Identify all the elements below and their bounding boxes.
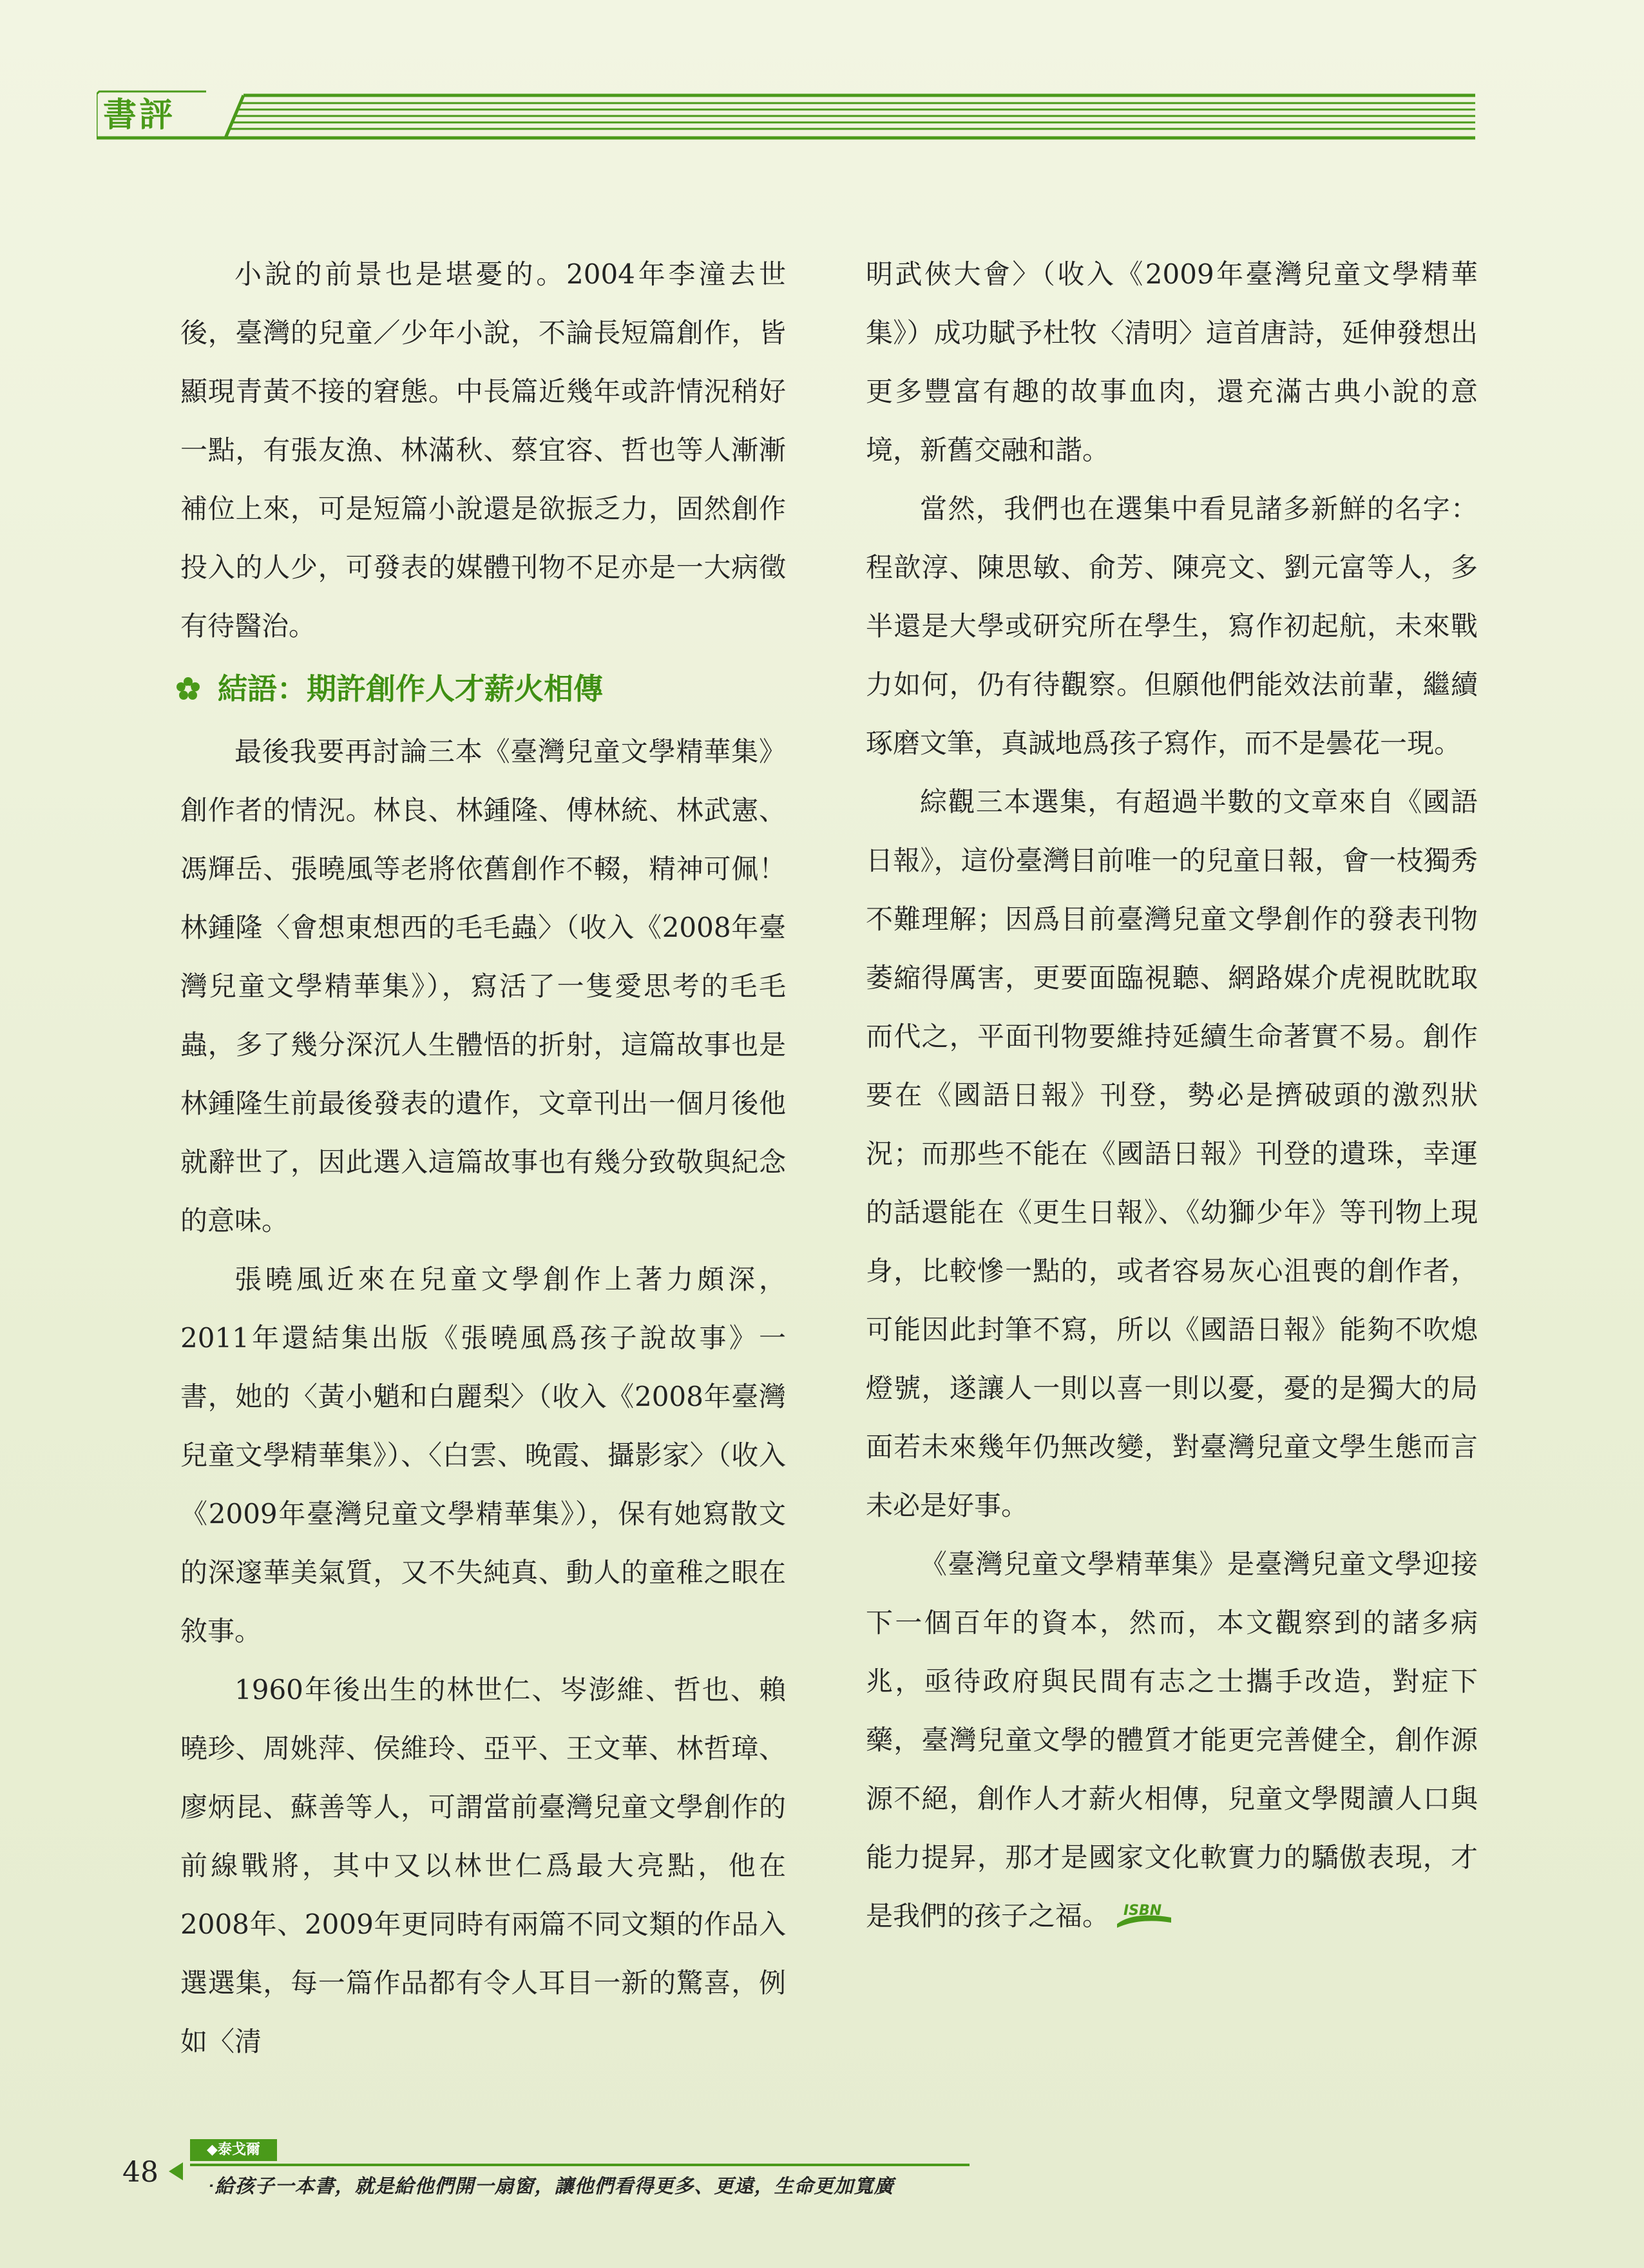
page-arrow-icon — [169, 2162, 183, 2180]
left-column — [180, 245, 786, 2071]
flower-icon — [175, 676, 201, 702]
isbn-end-mark-icon — [1114, 1898, 1174, 1929]
section-label: 書評 — [103, 96, 176, 135]
right-paragraph-2: 綜觀三本選集，有超過半數的文章來自《國語日報》，這份臺灣目前唯一的兒童日報，會一枝獨秀不難理解；因爲目前臺灣兒童文學創作的發表刊物萎縮得厲害，更要面臨視聽、網路媒介虎視眈眈取而代之，平面刊物要維持延續生命著實不易。創作要在《國語日報》刊登，勢必是擠破頭的激烈狀況；而那些不能在《國語日報》刊登的遺珠，幸運的話還能在《更生日報》、《幼獅少年》等刊物上現身，比較慘一點的，或者容易灰心沮喪的創作者，可能因此封筆不寫，所以《國語日報》能夠不吹熄燈號，遂讓人一則以喜一則以憂，憂的是獨大的局面若未來幾年仍無改變，對臺灣兒童文學生態而言未必是好事。 — [866, 786, 1478, 1521]
footer-badge: ◆泰戈爾 — [190, 2139, 277, 2161]
page-header — [97, 84, 1475, 142]
right-paragraph-1: 當然，我們也在選集中看見諸多新鮮的名字：程歆淳、陳思敏、俞芳、陳亮文、劉元富等人，多半還是大學或研究所在學生，寫作初起航，未來戰力如何，仍有待觀察。但願他們能效法前輩，繼續琢磨文筆，真誠地爲孩子寫作，而不是曇花一現。 — [866, 493, 1478, 759]
page-footer — [97, 2139, 999, 2210]
footer-slogan: ‧給孩子一本書，就是給他們開一扇窗，讓他們看得更多、更遠，生命更加寬廣 — [207, 2175, 894, 2198]
section-heading — [175, 655, 786, 722]
right-paragraph-3 — [866, 1535, 1478, 1945]
section-heading-text: 結語：期許創作人才薪火相傳 — [218, 671, 603, 706]
left-paragraph-3: 1960年後出生的林世仁、岑澎維、哲也、賴曉珍、周姚萍、侯維玲、亞平、王文華、林哲璋、廖炳昆、蘇善等人，可謂當前臺灣兒童文學創作的前線戰將，其中又以林世仁爲最大亮點，他在2008年、2009年更同時有兩篇不同文類的作品入選選集，每一篇作品都有令人耳目一新的驚喜，例如〈清 — [180, 1674, 786, 2057]
page-number: 48 — [122, 2156, 158, 2189]
isbn-mark-text: ISBN — [1123, 1903, 1162, 1919]
right-column — [866, 245, 1478, 1945]
footer-rule — [190, 2164, 970, 2166]
header-rule-graphic — [97, 84, 1475, 142]
intro-paragraph: 小說的前景也是堪憂的。2004年李潼去世後，臺灣的兒童／少年小說，不論長短篇創作，皆顯現青黃不接的窘態。中長篇近幾年或許情況稍好一點，有張友漁、林滿秋、蔡宜容、哲也等人漸漸補位上來，可是短篇小說還是欲振乏力，固然創作投入的人少，可發表的媒體刊物不足亦是一大病徵有待醫治。 — [180, 258, 786, 642]
right-paragraph-3-text: 《臺灣兒童文學精華集》是臺灣兒童文學迎接下一個百年的資本，然而，本文觀察到的諸多病兆，亟待政府與民間有志之士攜手改造，對症下藥，臺灣兒童文學的體質才能更完善健全，創作源源不絕，創作人才薪火相傳，兒童文學閱讀人口與能力提昇，那才是國家文化軟實力的驕傲表現，才是我們的孩子之福。 — [866, 1548, 1478, 1932]
left-paragraph-1: 最後我要再討論三本《臺灣兒童文學精華集》創作者的情況。林良、林鍾隆、傅林統、林武憲、馮輝岳、張曉風等老將依舊創作不輟，精神可佩！林鍾隆〈會想東想西的毛毛蟲〉（收入《2008年臺灣兒童文學精華集》），寫活了一隻愛思考的毛毛蟲，多了幾分深沉人生體悟的折射，這篇故事也是林鍾隆生前最後發表的遺作，文章刊出一個月後他就辭世了，因此選入這篇故事也有幾分致敬與紀念的意味。 — [180, 736, 786, 1236]
right-continuation: 明武俠大會〉（收入《2009年臺灣兒童文學精華集》）成功賦予杜牧〈清明〉這首唐詩，延伸發想出更多豐富有趣的故事血肉，還充滿古典小說的意境，新舊交融和諧。 — [866, 258, 1478, 466]
left-paragraph-2: 張曉風近來在兒童文學創作上著力頗深，2011年還結集出版《張曉風爲孩子說故事》一書，她的〈黃小魈和白麗梨〉（收入《2008年臺灣兒童文學精華集》）、〈白雲、晚霞、攝影家〉（收入《2009年臺灣兒童文學精華集》），保有她寫散文的深邃華美氣質，又不失純真、動人的童稚之眼在敘事。 — [180, 1264, 786, 1647]
